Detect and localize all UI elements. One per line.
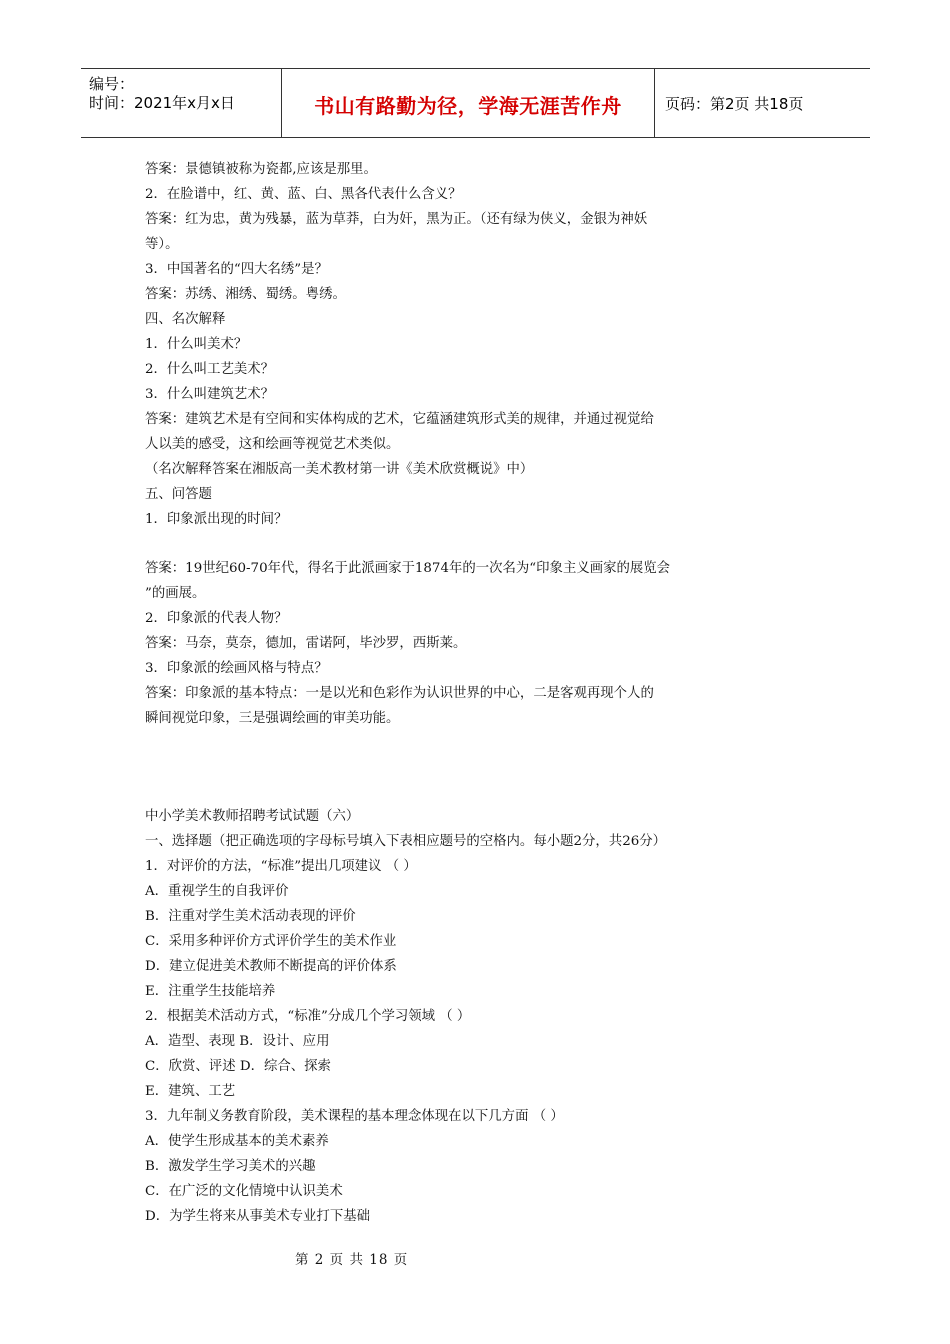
text-line: 答案：景德镇被称为瓷都,应该是那里。	[145, 162, 377, 177]
section-heading: 一、选择题（把正确选项的字母标号填入下表相应题号的空格内。每小题2分，共26分）	[145, 834, 667, 849]
section-heading: 五、问答题	[145, 487, 212, 502]
document-number-label: 编号：	[89, 75, 135, 93]
header-page-cell	[655, 69, 870, 137]
option-line: B．激发学生学习美术的兴趣	[145, 1159, 316, 1174]
text-line: 人以美的感受，这和绘画等视觉艺术类似。	[145, 437, 400, 452]
text-line: 2．印象派的代表人物？	[145, 611, 288, 626]
option-line: E．注重学生技能培养	[145, 984, 276, 999]
option-line: D．建立促进美术教师不断提高的评价体系	[145, 959, 397, 974]
page-footer: 第 2 页 共 18 页	[295, 1252, 409, 1268]
text-line: 3．中国著名的“四大名绣”是？	[145, 262, 328, 277]
section-heading: 四、名次解释	[145, 312, 226, 327]
option-line: C．采用多种评价方式评价学生的美术作业	[145, 934, 397, 949]
text-line: 等）。	[145, 237, 179, 252]
text-line: （名次解释答案在湘版高一美术教材第一讲《美术欣赏概说》中）	[145, 462, 534, 477]
header-meta-cell	[81, 69, 282, 137]
text-line: 1．什么叫美术？	[145, 337, 248, 352]
option-line: C．在广泛的文化情境中认识美术	[145, 1184, 343, 1199]
question-line: 1．对评价的方法，“标准”提出几项建议 （ ）	[145, 859, 417, 874]
text-line: 1．印象派出现的时间？	[145, 512, 288, 527]
page-header	[81, 68, 870, 138]
text-line: 2．在脸谱中，红、黄、蓝、白、黑各代表什么含义？	[145, 187, 462, 202]
option-line: C．欣赏、评述 D．综合、探索	[145, 1059, 331, 1074]
option-line: D．为学生将来从事美术专业打下基础	[145, 1209, 370, 1224]
text-line: 答案：19世纪60-70年代，得名于此派画家于1874年的一次名为“印象主义画家的展览会	[145, 561, 671, 576]
option-line: A．重视学生的自我评价	[145, 884, 289, 899]
header-motto: 书山有路勤为径，学海无涯苦作舟	[314, 94, 622, 118]
document-date-label: 时间：2021年x月x日	[89, 94, 235, 112]
question-line: 2．根据美术活动方式，“标准”分成几个学习领域 （ ）	[145, 1009, 471, 1024]
option-line: E．建筑、工艺	[145, 1084, 236, 1099]
header-page-info: 页码：第2页 共18页	[665, 95, 804, 113]
text-line: 3．印象派的绘画风格与特点？	[145, 661, 328, 676]
header-motto-cell	[282, 69, 655, 137]
option-line: A．使学生形成基本的美术素养	[145, 1134, 329, 1149]
text-line: 答案：红为忠，黄为残暴，蓝为草莽，白为奸，黑为正。（还有绿为侠义，金银为神妖	[145, 212, 648, 227]
option-line: B．注重对学生美术活动表现的评价	[145, 909, 356, 924]
text-line: 答案：马奈，莫奈，德加，雷诺阿，毕沙罗，西斯莱。	[145, 636, 467, 651]
text-line: 瞬间视觉印象，三是强调绘画的审美功能。	[145, 711, 400, 726]
question-line: 3．九年制义务教育阶段，美术课程的基本理念体现在以下几方面 （ ）	[145, 1109, 564, 1124]
text-line: 2．什么叫工艺美术？	[145, 362, 275, 377]
option-line: A．造型、表现 B．设计、应用	[145, 1034, 330, 1049]
exam-title: 中小学美术教师招聘考试试题（六）	[145, 809, 360, 824]
text-line: 答案：建筑艺术是有空间和实体构成的艺术，它蕴涵建筑形式美的规律，并通过视觉给	[145, 412, 654, 427]
text-line: ”的画展。	[145, 586, 206, 601]
text-line: 答案：印象派的基本特点：一是以光和色彩作为认识世界的中心，二是客观再现个人的	[145, 686, 654, 701]
text-line: 答案：苏绣、湘绣、蜀绣。粤绣。	[145, 287, 346, 302]
text-line: 3．什么叫建筑艺术？	[145, 387, 275, 402]
